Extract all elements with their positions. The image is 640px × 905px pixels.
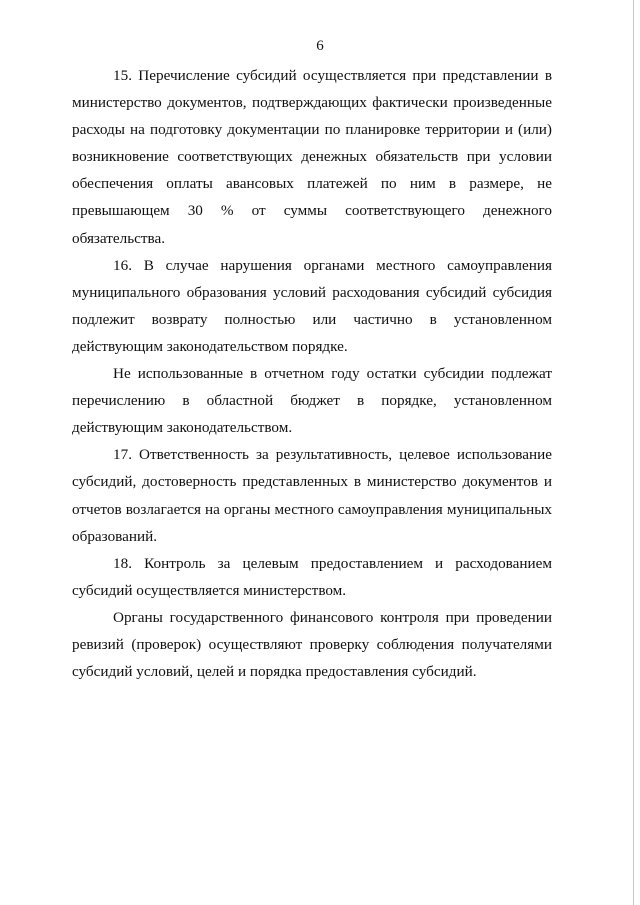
page-number: 6 — [316, 38, 324, 54]
paragraph-16: 16. В случае нарушения органами местного самоуправления муниципального образования условий расходования субсидий субсидия подлежит возврату полностью или частично в установленном действующим законодательством порядке. — [72, 256, 552, 355]
paragraph-18-continuation: Органы государственного финансового контроля при проведении ревизий (проверок) осуществляют проверку соблюдения получателями субсидий условий, целей и порядка предоставления субсидий. — [72, 608, 552, 681]
paragraph-18: 18. Контроль за целевым предоставлением и расходованием субсидий осуществляется министерством. — [72, 554, 552, 599]
document-body — [72, 62, 552, 685]
scan-edge-line — [633, 0, 634, 905]
paragraph-16-continuation: Не использованные в отчетном году остатки субсидии подлежат перечислению в областной бюджет в порядке, установленном действующим законодательством. — [72, 365, 552, 437]
paragraph-17: 17. Ответственность за результативность, целевое использование субсидий, достоверность представленных в министерство документов и отчетов возлагается на органы местного самоуправления муниципальных образований. — [72, 446, 552, 545]
paragraph-15: 15. Перечисление субсидий осуществляется при представлении в министерство документов, подтверждающих фактически произведенные расходы на подготовку документации по планировке территории и (или) возникновение соответствующих денежных обязательств при условии обеспечения оплаты авансовых платежей по ним в размере, не превышающем 30 % от суммы соответствующего денежного обязательства. — [72, 67, 552, 247]
